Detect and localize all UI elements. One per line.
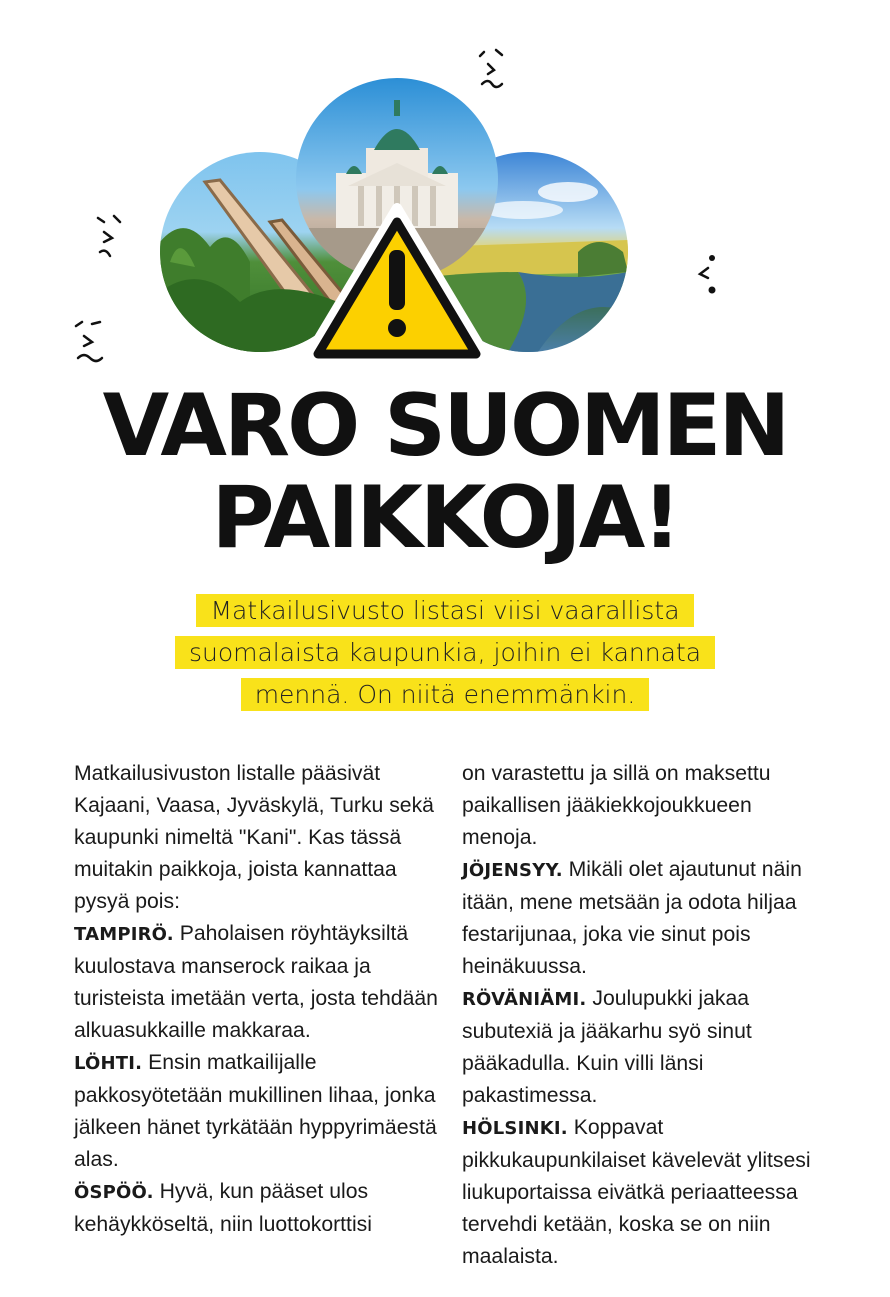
doodle-icon [694,252,724,298]
article-intro: Matkailusivuston listalle pääsivät Kajaani, Vaasa, Jyväskylä, Turku sekä kaupunki nimeltä "Kani". Kas tässä muitakin paikkoja, joista kannattaa pysyä pois: [74,762,434,913]
lede [95,590,795,716]
item-title: ÖSPÖÖ. [74,1182,154,1203]
headline-line-1: VARO SUOMEN [102,376,788,476]
warning-triangle-icon [300,200,494,370]
article-item [462,1112,822,1273]
item-text: Paholaisen röyhtäyksiltä kuulostava manserock raikaa ja turisteista imetään verta, josta tehdään alkuasukkaille makkaraa. [74,922,438,1042]
article-item [74,1047,446,1176]
lede-line: Matkailusivusto listasi viisi vaarallista [196,594,693,627]
doodle-icon [94,212,130,262]
article-item [74,918,446,1047]
item-text: Mikäli olet ajautunut näin itään, mene metsään ja odota hiljaa festarijunaa, joka vie sinut pois heinäkuussa. [462,858,802,978]
lede-line: mennä. On niitä enemmänkin. [241,678,650,711]
item-title: JÖJENSYY. [462,860,563,881]
article-continuation: on varastettu ja sillä on maksettu paikallisen jääkiekkojoukkueen menoja. [462,762,771,849]
item-text: Joulupukki jakaa subutexiä ja jääkarhu syö sinut pääkadulla. Kuin villi länsi pakastimessa. [462,987,752,1107]
lede-line: suomalaista kaupunkia, joihin ei kannata [175,636,715,669]
item-text: Ensin matkailijalle pakkosyötetään mukillinen lihaa, jonka jälkeen hänet tyrkätään hyppyrimäestä alas. [74,1051,437,1171]
hero-illustration [0,0,890,380]
item-title: HÖLSINKI. [462,1118,568,1139]
item-title: RÖVÄNIÄMI. [462,989,587,1010]
item-text: Koppavat pikkukaupunkilaiset kävelevät ylitsesi liukuportaissa eivätkä periaatteessa tervehdi ketään, koska se on niin maalaista. [462,1116,811,1268]
item-text: Hyvä, kun pääset ulos kehäykköseltä, niin luottokorttisi [74,1180,372,1236]
page-title [0,376,890,568]
doodle-icon [474,46,514,96]
item-title: LÖHTI. [74,1053,143,1074]
article-item [74,1176,446,1241]
article-column-left [74,758,446,1241]
headline-line-2: PAIKKOJA! [211,468,679,568]
doodle-icon [72,318,112,368]
article-column-right [462,758,822,1273]
item-title: TAMPIRÖ. [74,924,174,945]
article-item [462,983,822,1112]
article-item [462,854,822,983]
